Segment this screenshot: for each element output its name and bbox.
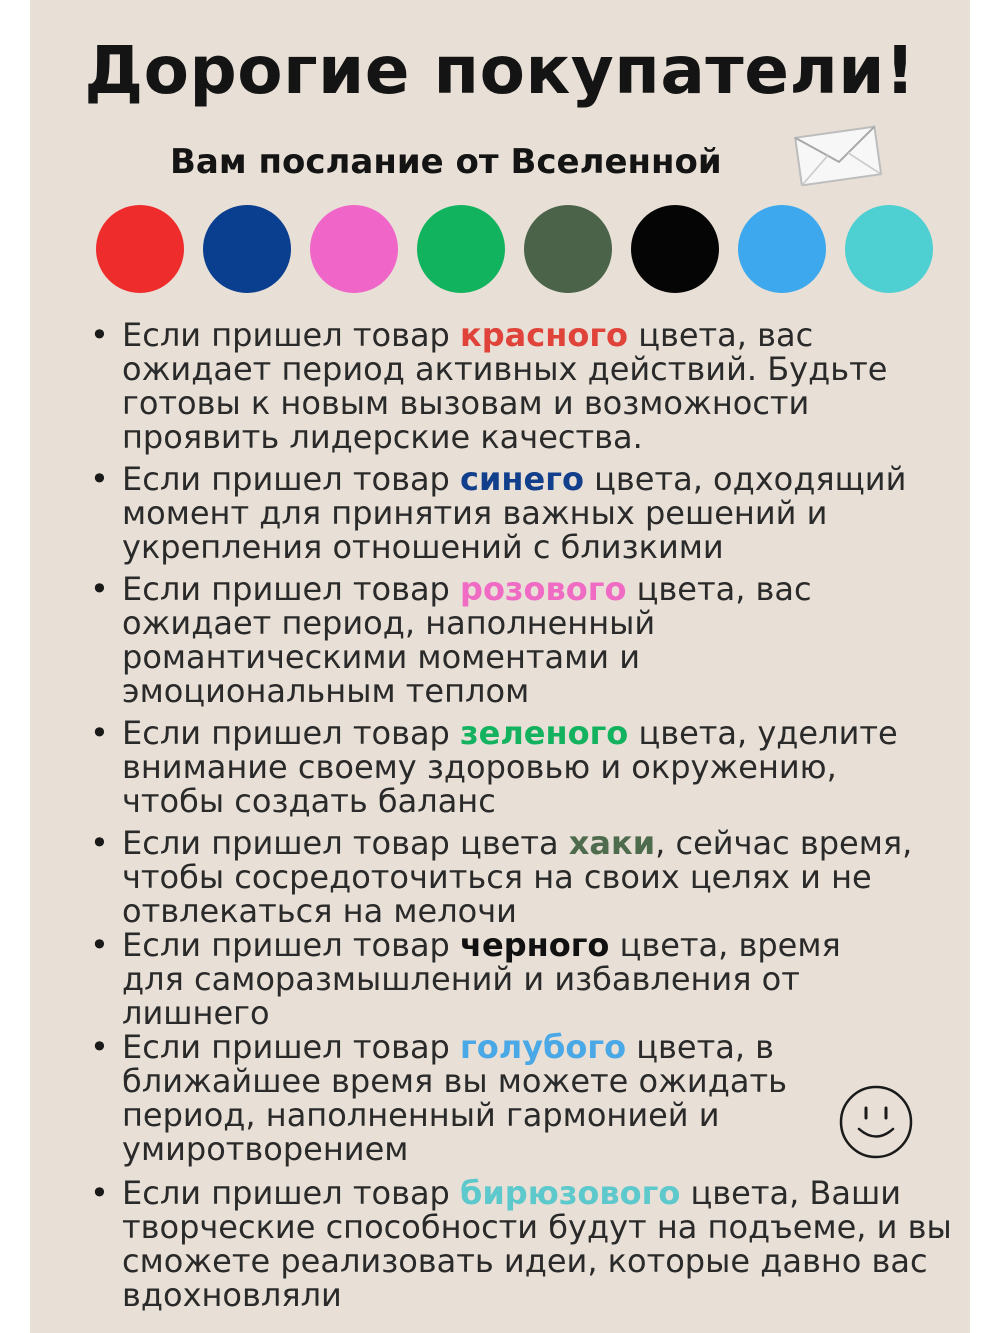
bullet-icon: •	[90, 316, 109, 354]
keyword-green: зеленого	[460, 714, 629, 752]
bullet-icon: •	[90, 824, 109, 862]
list-item-blue: • Если пришел товар синего цвета, одходящий момент для принятия важных решений и укрепления отношений с близкими	[90, 460, 907, 566]
color-circle-black	[631, 205, 719, 293]
list-item-khaki: • Если пришел товар цвета хаки, сейчас время, чтобы сосредоточиться на своих целях и не отвлекаться на мелочи	[90, 824, 913, 930]
list-item-pink: • Если пришел товар розового цвета, вас ожидает период, наполненный романтическими моментами и эмоциональным теплом	[90, 570, 812, 710]
color-circle-green	[417, 205, 505, 293]
page-title: Дорогие покупатели!	[84, 32, 916, 109]
bullet-icon: •	[90, 714, 109, 752]
keyword-khaki: хаки	[568, 824, 656, 862]
keyword-red: красного	[460, 316, 629, 354]
subtitle: Вам послание от Вселенной	[170, 142, 722, 182]
keyword-blue: синего	[460, 460, 584, 498]
message-card	[30, 0, 970, 1333]
list-item-green: • Если пришел товар зеленого цвета, уделите внимание своему здоровью и окружению, чтобы создать баланс	[90, 714, 898, 820]
envelope-icon	[792, 124, 884, 186]
color-circle-khaki	[524, 205, 612, 293]
color-circle-red	[96, 205, 184, 293]
keyword-black: черного	[460, 926, 610, 964]
list-item-red: • Если пришел товар красного цвета, вас ожидает период активных действий. Будьте готовы к новым вызовам и возможности проявить лидерские качества.	[90, 316, 888, 456]
list-item-black: • Если пришел товар черного цвета, время для саморазмышлений и избавления от лишнего	[90, 926, 841, 1032]
color-circles	[96, 205, 936, 295]
bullet-icon: •	[90, 570, 109, 608]
list-item-light-blue: • Если пришел товар голубого цвета, в ближайшее время вы можете ожидать период, наполненный гармонией и умиротворением	[90, 1028, 787, 1168]
list-item-turquoise: • Если пришел товар бирюзового цвета, Ваши творческие способности будут на подъеме, и вы сможете реализовать идеи, которые давно вас вдохновляли	[90, 1174, 952, 1314]
color-meaning-list	[90, 318, 970, 1312]
keyword-turquoise: бирюзового	[460, 1174, 681, 1212]
color-circle-blue	[203, 205, 291, 293]
bullet-icon: •	[90, 1174, 109, 1212]
color-circle-turquoise	[845, 205, 933, 293]
color-circle-light-blue	[738, 205, 826, 293]
keyword-pink: розового	[460, 570, 627, 608]
keyword-light-blue: голубого	[460, 1028, 627, 1066]
color-circle-pink	[310, 205, 398, 293]
bullet-icon: •	[90, 926, 109, 964]
smiley-face-icon	[836, 1082, 916, 1162]
bullet-icon: •	[90, 460, 109, 498]
bullet-icon: •	[90, 1028, 109, 1066]
